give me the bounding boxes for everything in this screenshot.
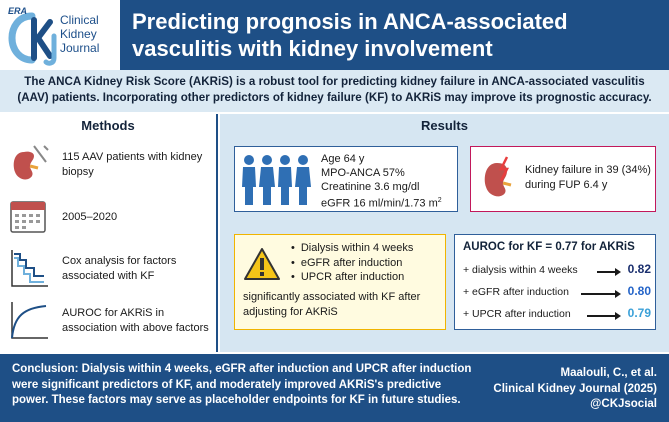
creatinine-value: Creatinine 3.6 mg/dl bbox=[321, 181, 420, 193]
title-bar bbox=[120, 0, 669, 70]
method-text: 2005–2020 bbox=[62, 211, 118, 223]
journal-line-1: Clinical bbox=[60, 13, 99, 27]
calendar-icon bbox=[6, 194, 52, 240]
auroc-label: + dialysis within 4 weeks bbox=[463, 264, 578, 276]
predictors-footer: significantly associated with KF after adjusting for AKRiS bbox=[243, 291, 421, 318]
auroc-value: 0.80 bbox=[627, 284, 651, 298]
survival-curve-icon bbox=[6, 246, 52, 292]
demographics-box bbox=[234, 146, 458, 212]
egfr-superscript: 2 bbox=[437, 197, 442, 204]
mpo-value: MPO-ANCA 57% bbox=[321, 167, 405, 179]
patients-group-icon bbox=[239, 153, 319, 207]
predictors-box bbox=[234, 234, 446, 330]
journal-logo bbox=[0, 0, 120, 70]
kidney-failure-box bbox=[470, 146, 656, 212]
auroc-value: 0.79 bbox=[627, 306, 651, 320]
auroc-box bbox=[454, 234, 656, 330]
conclusion-bar bbox=[0, 354, 669, 422]
warning-icon bbox=[243, 247, 281, 281]
auroc-label: + UPCR after induction bbox=[463, 308, 571, 320]
arrow-icon bbox=[597, 271, 619, 273]
methods-panel bbox=[0, 114, 218, 352]
auroc-row-egfr bbox=[463, 285, 653, 301]
journal-line-2: Kidney bbox=[60, 27, 97, 41]
citation-journal: Clinical Kidney Journal (2025) bbox=[493, 382, 657, 395]
arrow-icon bbox=[581, 293, 619, 295]
egfr-line bbox=[321, 194, 442, 211]
auroc-row-upcr bbox=[463, 307, 653, 323]
social-handle: @CKJsocial bbox=[590, 398, 657, 410]
arrow-icon bbox=[587, 315, 619, 317]
results-panel bbox=[220, 114, 669, 352]
egfr-value: eGFR 16 ml/min/1.73 m bbox=[321, 197, 438, 210]
method-item-period bbox=[6, 194, 212, 240]
method-text: AUROC for AKRiS in association with above factors bbox=[62, 307, 209, 334]
results-title: Results bbox=[421, 118, 468, 133]
citation bbox=[487, 366, 657, 413]
intro-banner: The ANCA Kidney Risk Score (AKRiS) is a robust tool for predicting kidney failure in ANCA-associated vasculitis (AAV) patients. Incorporating other predictors of kidney failure (KF) to AKRiS may improve its prognostic accuracy. bbox=[0, 70, 669, 112]
header bbox=[0, 0, 669, 70]
kf-line-2: during FUP 6.4 y bbox=[525, 179, 608, 191]
method-item-auroc bbox=[6, 298, 212, 344]
auroc-row-dialysis bbox=[463, 263, 653, 279]
kidney-failure-text bbox=[525, 163, 651, 193]
failing-kidney-icon bbox=[481, 155, 521, 205]
predictor-item: • eGFR after induction bbox=[291, 256, 413, 271]
page-title: Predicting prognosis in ANCA-associated vasculitis with kidney involvement bbox=[132, 9, 568, 61]
demographics-text bbox=[321, 152, 442, 211]
citation-author: Maalouli, C., et al. bbox=[560, 367, 657, 379]
age-value: Age 64 y bbox=[321, 153, 365, 165]
auroc-value: 0.82 bbox=[627, 262, 651, 276]
methods-title: Methods bbox=[81, 118, 135, 133]
predictor-item: • UPCR after induction bbox=[291, 270, 413, 285]
journal-line-3: Journal bbox=[60, 41, 100, 55]
era-tag: ERA bbox=[8, 6, 28, 16]
kidney-biopsy-icon bbox=[6, 142, 52, 188]
conclusion-text: Conclusion: Dialysis within 4 weeks, eGFR after induction and UPCR after induction were significant predictors of KF, and moderately improved AKRiS's predictive power. These factors may serve as placeholder endpoints for KF in future studies. bbox=[12, 363, 472, 406]
kf-line-1: Kidney failure in 39 (34%) bbox=[525, 164, 651, 176]
roc-curve-icon bbox=[6, 298, 52, 344]
journal-name bbox=[60, 13, 99, 55]
method-item-patients bbox=[6, 142, 212, 188]
method-text: Cox analysis for factors associated with KF bbox=[62, 255, 177, 282]
predictors-list bbox=[291, 241, 413, 285]
auroc-label: + eGFR after induction bbox=[463, 286, 569, 298]
predictor-item: • Dialysis within 4 weeks bbox=[291, 241, 413, 256]
method-text: 115 AAV patients with kidney biopsy bbox=[62, 151, 203, 178]
method-item-cox bbox=[6, 246, 212, 292]
auroc-title: AUROC for KF = 0.77 for AKRiS bbox=[463, 241, 635, 253]
